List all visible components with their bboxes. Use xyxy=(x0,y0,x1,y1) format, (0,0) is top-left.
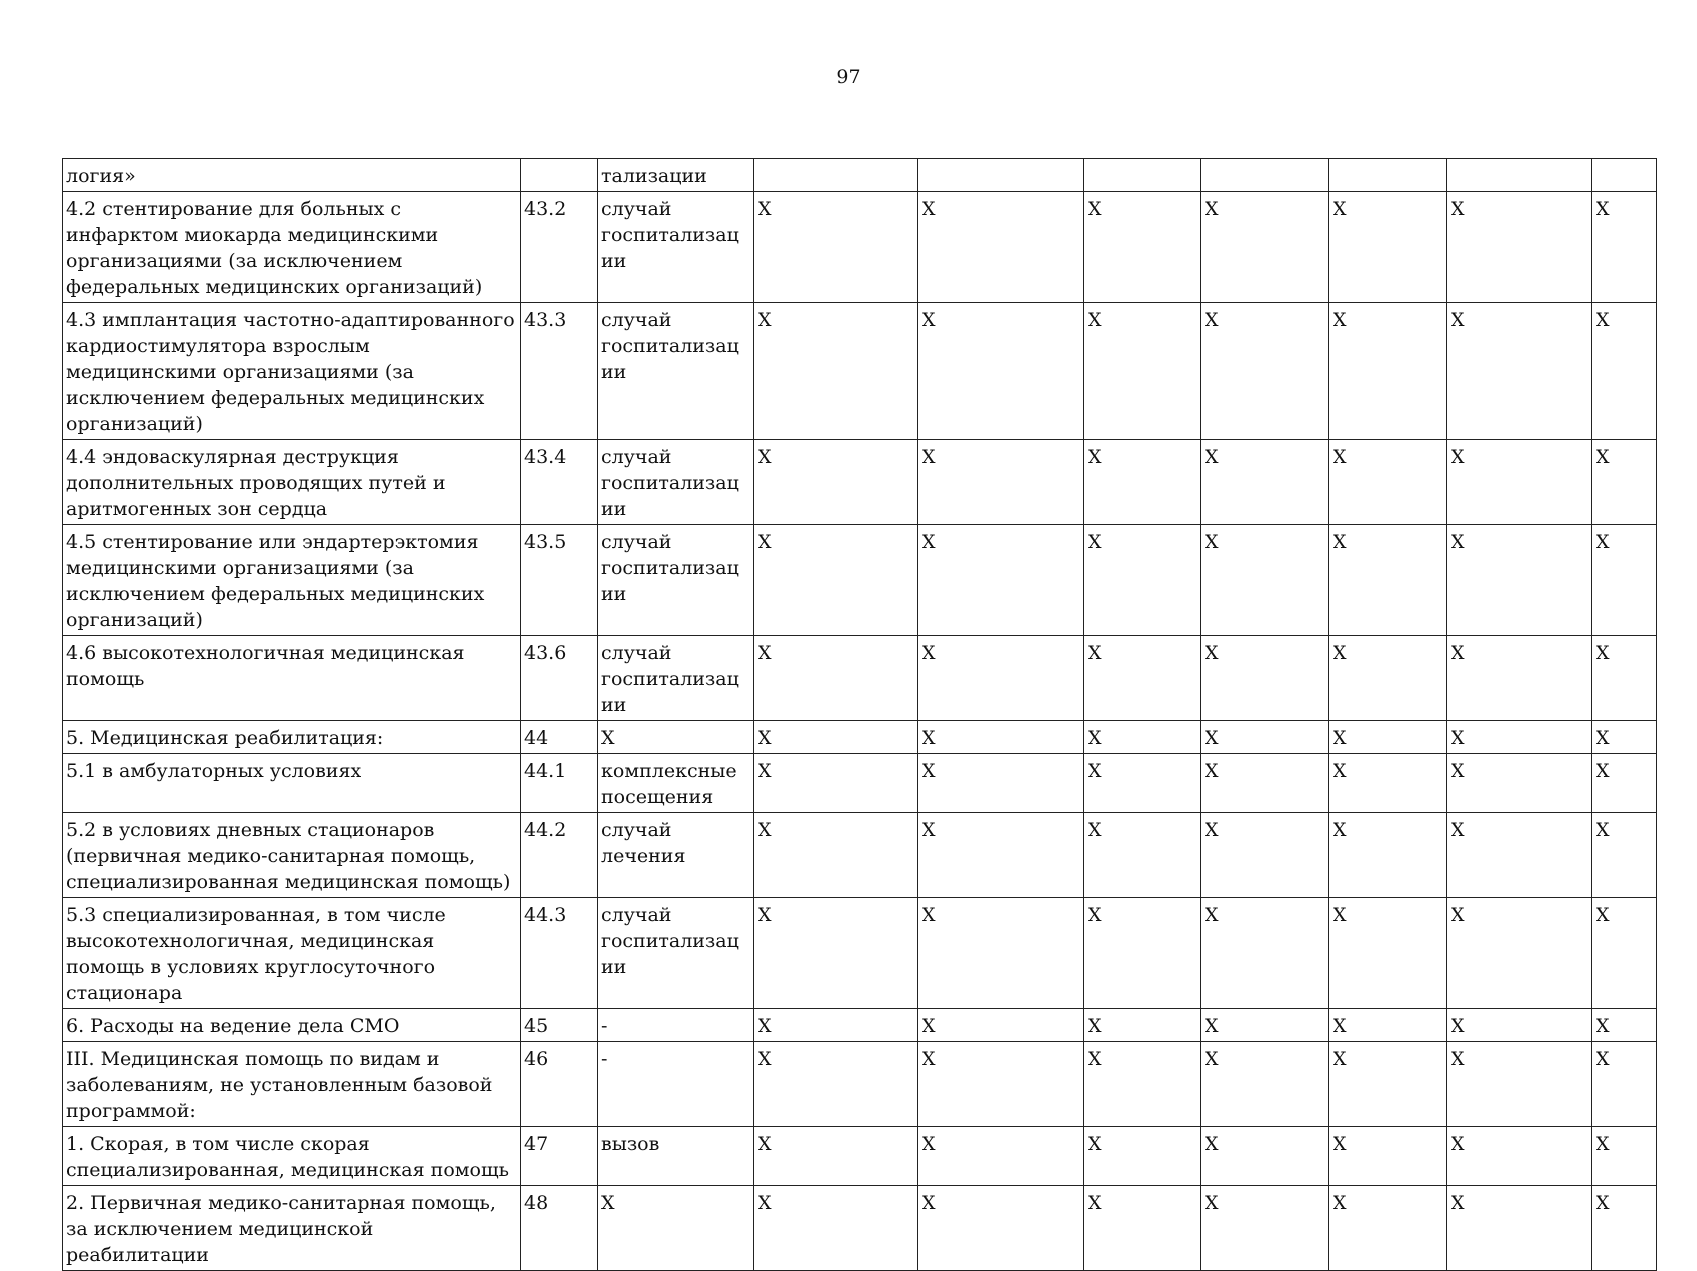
row-value-cell: X xyxy=(1329,754,1447,813)
row-value-cell: X xyxy=(1592,192,1657,303)
row-value-cell: X xyxy=(1447,1127,1592,1186)
row-value-cell: X xyxy=(1592,813,1657,898)
row-value-cell: X xyxy=(1084,303,1201,440)
row-value-cell xyxy=(1329,159,1447,192)
row-value-cell: X xyxy=(1447,192,1592,303)
row-value-cell: X xyxy=(1329,525,1447,636)
row-unit-cell: комплексные посещения xyxy=(598,754,754,813)
row-value-cell: X xyxy=(754,813,918,898)
tariff-table-container xyxy=(62,158,1656,1271)
row-value-cell: X xyxy=(1329,1042,1447,1127)
row-value-cell: X xyxy=(1084,1127,1201,1186)
row-code-cell: 45 xyxy=(521,1009,598,1042)
row-value-cell: X xyxy=(1201,898,1329,1009)
row-value-cell: X xyxy=(754,636,918,721)
row-value-cell: X xyxy=(1447,813,1592,898)
row-code-cell: 44.1 xyxy=(521,754,598,813)
row-unit-cell: вызов xyxy=(598,1127,754,1186)
row-value-cell: X xyxy=(918,898,1084,1009)
row-value-cell: X xyxy=(1201,192,1329,303)
row-value-cell: X xyxy=(1201,813,1329,898)
row-name-cell: 5.1 в амбулаторных условиях xyxy=(63,754,521,813)
row-code-cell xyxy=(521,159,598,192)
row-code-cell: 43.3 xyxy=(521,303,598,440)
row-value-cell: X xyxy=(1447,525,1592,636)
row-value-cell: X xyxy=(1447,721,1592,754)
row-unit-cell: - xyxy=(598,1009,754,1042)
row-value-cell: X xyxy=(918,721,1084,754)
row-value-cell: X xyxy=(1084,754,1201,813)
row-value-cell: X xyxy=(1592,636,1657,721)
row-code-cell: 43.5 xyxy=(521,525,598,636)
row-value-cell: X xyxy=(1329,1127,1447,1186)
row-unit-cell: - xyxy=(598,1042,754,1127)
row-unit-cell: случай госпитализации xyxy=(598,898,754,1009)
row-value-cell: X xyxy=(918,303,1084,440)
table-row xyxy=(63,898,1657,1009)
row-value-cell: X xyxy=(1201,303,1329,440)
row-name-cell: логия» xyxy=(63,159,521,192)
row-code-cell: 47 xyxy=(521,1127,598,1186)
table-row xyxy=(63,1009,1657,1042)
row-name-cell: 6. Расходы на ведение дела СМО xyxy=(63,1009,521,1042)
row-code-cell: 43.4 xyxy=(521,440,598,525)
row-unit-cell: случай лечения xyxy=(598,813,754,898)
row-value-cell: X xyxy=(918,525,1084,636)
row-name-cell: 4.4 эндоваскулярная деструкция дополнительных проводящих путей и аритмогенных зон сердца xyxy=(63,440,521,525)
row-unit-cell: случай госпитализации xyxy=(598,440,754,525)
row-name-cell: 4.3 имплантация частотно-адаптированного кардиостимулятора взрослым медицинскими организациями (за исключением федеральных медицинских организаций) xyxy=(63,303,521,440)
row-value-cell: X xyxy=(1329,898,1447,1009)
row-value-cell: X xyxy=(754,1009,918,1042)
table-row xyxy=(63,636,1657,721)
row-code-cell: 43.2 xyxy=(521,192,598,303)
row-unit-cell: случай госпитализации xyxy=(598,525,754,636)
row-value-cell: X xyxy=(1084,192,1201,303)
row-value-cell: X xyxy=(1447,303,1592,440)
row-value-cell: X xyxy=(1084,440,1201,525)
row-value-cell: X xyxy=(1201,1127,1329,1186)
row-name-cell: 5.3 специализированная, в том числе высокотехнологичная, медицинская помощь в условиях круглосуточного стационара xyxy=(63,898,521,1009)
table-row xyxy=(63,1042,1657,1127)
row-value-cell: X xyxy=(918,813,1084,898)
row-name-cell: III. Медицинская помощь по видам и заболеваниям, не установленным базовой программой: xyxy=(63,1042,521,1127)
table-row xyxy=(63,525,1657,636)
row-value-cell: X xyxy=(754,1186,918,1271)
table-row xyxy=(63,159,1657,192)
row-value-cell: X xyxy=(1592,754,1657,813)
row-value-cell: X xyxy=(754,525,918,636)
row-value-cell: X xyxy=(754,1127,918,1186)
row-value-cell: X xyxy=(1201,754,1329,813)
row-value-cell: X xyxy=(918,636,1084,721)
row-value-cell: X xyxy=(1084,525,1201,636)
row-value-cell xyxy=(754,159,918,192)
row-value-cell: X xyxy=(1084,898,1201,1009)
row-value-cell: X xyxy=(1447,1186,1592,1271)
row-unit-cell: X xyxy=(598,1186,754,1271)
table-body xyxy=(63,159,1657,1271)
row-value-cell: X xyxy=(1592,1042,1657,1127)
row-value-cell: X xyxy=(1201,1042,1329,1127)
row-value-cell: X xyxy=(1447,898,1592,1009)
row-value-cell: X xyxy=(918,1127,1084,1186)
row-value-cell: X xyxy=(1329,192,1447,303)
row-value-cell: X xyxy=(1329,721,1447,754)
table-row xyxy=(63,192,1657,303)
row-code-cell: 43.6 xyxy=(521,636,598,721)
page-number: 97 xyxy=(836,66,861,88)
row-value-cell: X xyxy=(1084,813,1201,898)
row-value-cell: X xyxy=(1329,440,1447,525)
row-code-cell: 44.2 xyxy=(521,813,598,898)
row-value-cell: X xyxy=(1201,721,1329,754)
row-value-cell xyxy=(1084,159,1201,192)
row-value-cell: X xyxy=(1447,1042,1592,1127)
row-name-cell: 4.6 высокотехнологичная медицинская помощь xyxy=(63,636,521,721)
row-value-cell: X xyxy=(1329,1009,1447,1042)
row-value-cell: X xyxy=(918,192,1084,303)
row-value-cell: X xyxy=(1084,1009,1201,1042)
row-value-cell: X xyxy=(1592,1186,1657,1271)
row-code-cell: 46 xyxy=(521,1042,598,1127)
row-value-cell: X xyxy=(1201,525,1329,636)
row-value-cell: X xyxy=(1201,1186,1329,1271)
row-value-cell: X xyxy=(918,1186,1084,1271)
row-value-cell: X xyxy=(1592,303,1657,440)
row-value-cell: X xyxy=(1329,1186,1447,1271)
row-value-cell: X xyxy=(1084,636,1201,721)
table-row xyxy=(63,440,1657,525)
row-code-cell: 44 xyxy=(521,721,598,754)
row-value-cell: X xyxy=(754,192,918,303)
table-row xyxy=(63,754,1657,813)
row-value-cell: X xyxy=(754,1042,918,1127)
row-unit-cell: случай госпитализации xyxy=(598,192,754,303)
row-value-cell: X xyxy=(754,440,918,525)
row-unit-cell: X xyxy=(598,721,754,754)
row-code-cell: 44.3 xyxy=(521,898,598,1009)
row-value-cell: X xyxy=(754,754,918,813)
row-unit-cell: случай госпитализации xyxy=(598,636,754,721)
row-value-cell: X xyxy=(918,754,1084,813)
table-row xyxy=(63,303,1657,440)
tariff-table xyxy=(62,158,1657,1271)
row-name-cell: 4.5 стентирование или эндартерэктомия медицинскими организациями (за исключением федеральных медицинских организаций) xyxy=(63,525,521,636)
row-value-cell: X xyxy=(1592,721,1657,754)
row-value-cell: X xyxy=(1201,440,1329,525)
row-value-cell: X xyxy=(1329,303,1447,440)
row-value-cell: X xyxy=(1447,754,1592,813)
table-row xyxy=(63,813,1657,898)
table-row xyxy=(63,1127,1657,1186)
row-value-cell: X xyxy=(918,1042,1084,1127)
row-value-cell: X xyxy=(1592,898,1657,1009)
row-value-cell: X xyxy=(1592,440,1657,525)
row-value-cell: X xyxy=(1201,636,1329,721)
row-value-cell: X xyxy=(1592,1009,1657,1042)
row-unit-cell: случай госпитализации xyxy=(598,303,754,440)
row-value-cell: X xyxy=(1447,636,1592,721)
row-value-cell xyxy=(918,159,1084,192)
row-code-cell: 48 xyxy=(521,1186,598,1271)
row-value-cell: X xyxy=(1084,721,1201,754)
row-name-cell: 5.2 в условиях дневных стационаров (первичная медико-санитарная помощь, специализированная медицинская помощь) xyxy=(63,813,521,898)
row-name-cell: 1. Скорая, в том числе скорая специализированная, медицинская помощь xyxy=(63,1127,521,1186)
row-value-cell: X xyxy=(754,721,918,754)
table-row xyxy=(63,1186,1657,1271)
row-value-cell: X xyxy=(1592,525,1657,636)
row-value-cell: X xyxy=(754,898,918,1009)
row-value-cell: X xyxy=(918,440,1084,525)
row-value-cell: X xyxy=(918,1009,1084,1042)
row-value-cell xyxy=(1447,159,1592,192)
row-name-cell: 4.2 стентирование для больных с инфарктом миокарда медицинскими организациями (за исключением федеральных медицинских организаций) xyxy=(63,192,521,303)
row-value-cell: X xyxy=(1329,813,1447,898)
row-value-cell: X xyxy=(1084,1186,1201,1271)
row-name-cell: 5. Медицинская реабилитация: xyxy=(63,721,521,754)
row-unit-cell: тализации xyxy=(598,159,754,192)
row-value-cell: X xyxy=(1201,1009,1329,1042)
row-value-cell: X xyxy=(1084,1042,1201,1127)
row-value-cell xyxy=(1201,159,1329,192)
row-name-cell: 2. Первичная медико-санитарная помощь, за исключением медицинской реабилитации xyxy=(63,1186,521,1271)
row-value-cell: X xyxy=(754,303,918,440)
row-value-cell: X xyxy=(1447,440,1592,525)
table-row xyxy=(63,721,1657,754)
row-value-cell xyxy=(1592,159,1657,192)
row-value-cell: X xyxy=(1447,1009,1592,1042)
row-value-cell: X xyxy=(1329,636,1447,721)
row-value-cell: X xyxy=(1592,1127,1657,1186)
